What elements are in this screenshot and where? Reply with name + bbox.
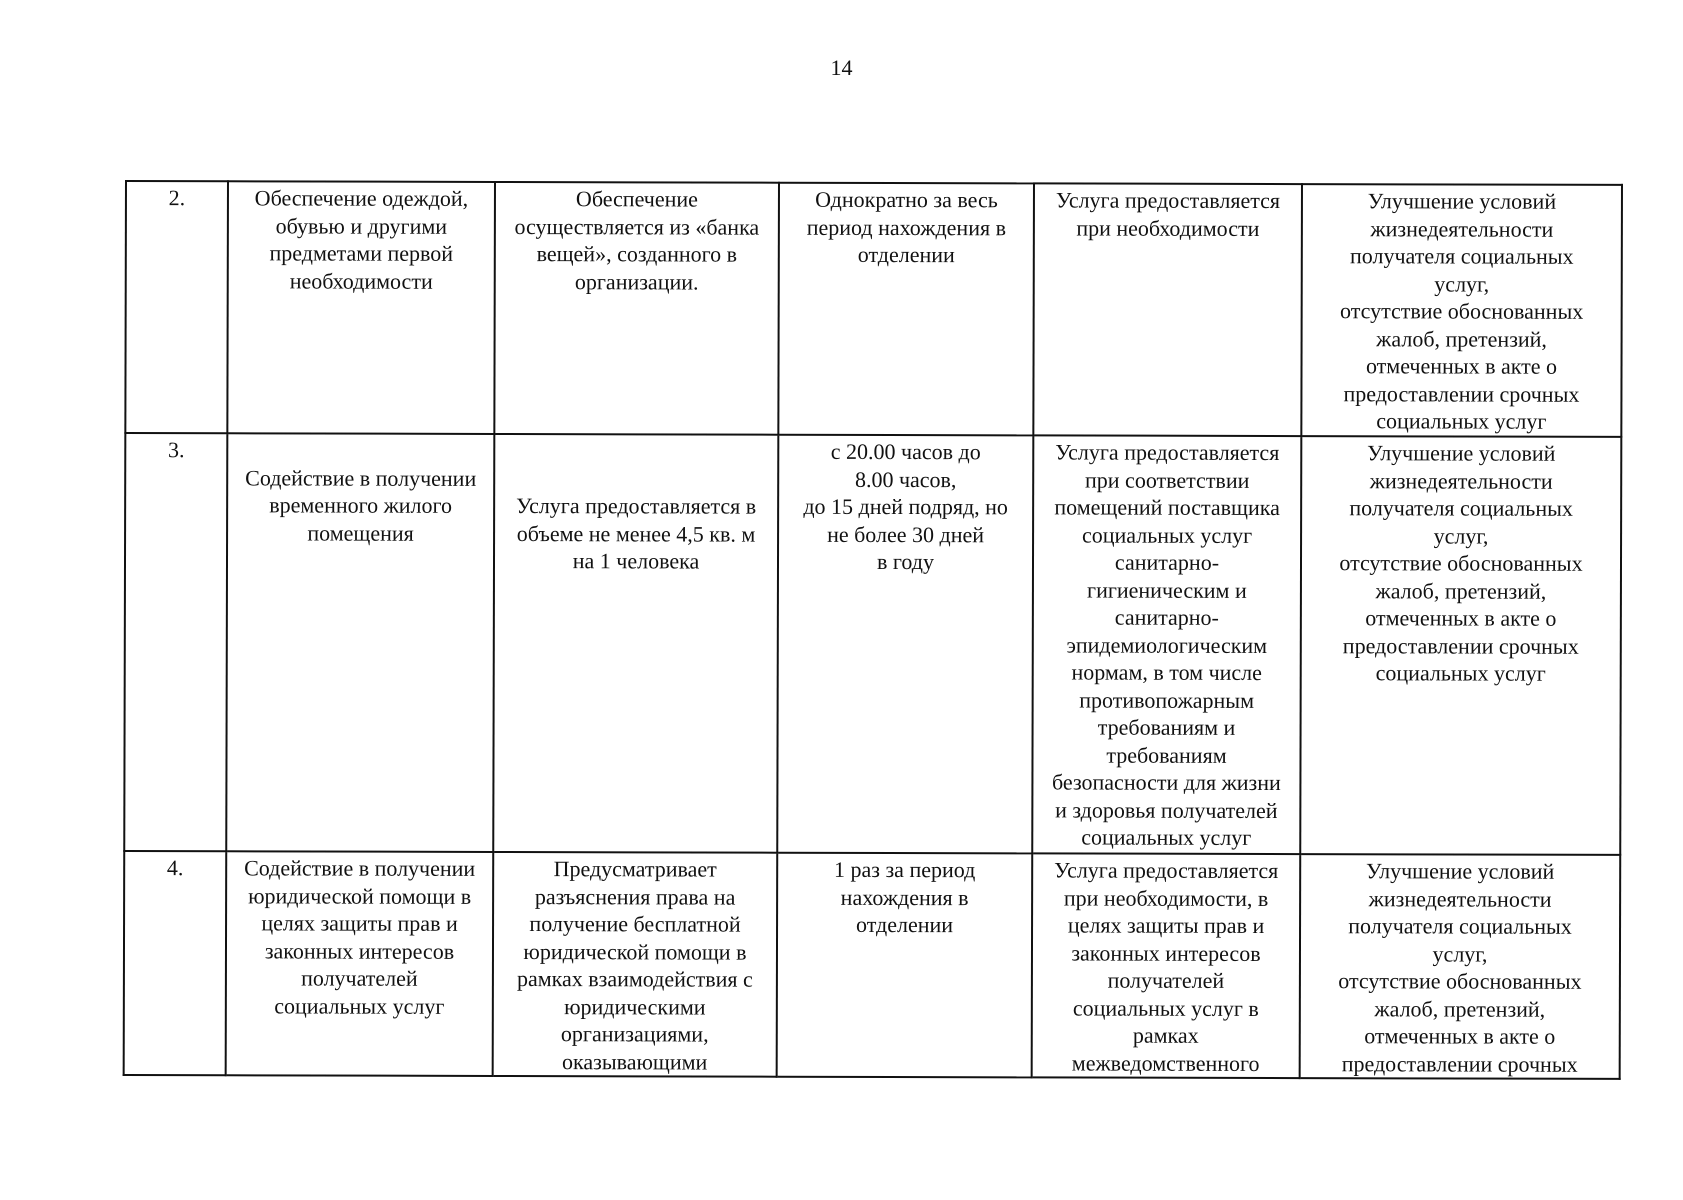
service-conditions-cell: Услуга предоставляется при необходимости — [1033, 183, 1302, 436]
service-conditions-cell: Услуга предоставляется при соответствии помещений поставщика социальных услуг санитарно- гигиеническим и санитарно- эпидемиологическим нормам, в том числе противопожарным требованиям и требованиям безопасности для жизни и здоровья получателей социальных услуг — [1032, 435, 1301, 854]
service-name-cell: Содействие в получении временного жилого помещения — [226, 433, 494, 852]
service-description-cell: Обеспечение осуществляется из «банка вещей», созданного в организации. — [494, 182, 779, 435]
service-name-cell: Содействие в получении юридической помощи в целях защиты прав и законных интересов получателей социальных услуг — [226, 851, 494, 1076]
service-result-cell: Улучшение условий жизнедеятельности получателя социальных услуг, отсутствие обоснованных жалоб, претензий, отмеченных в акте о предоставлении срочных социальных услуг — [1301, 184, 1622, 437]
row-number-cell: 2. — [125, 181, 228, 433]
service-result-cell: Улучшение условий жизнедеятельности получателя социальных услуг, отсутствие обоснованных жалоб, претензий, отмеченных в акте о предоставлении срочных социальных услуг — [1300, 436, 1621, 855]
service-timing-cell: с 20.00 часов до 8.00 часов, до 15 дней подряд, но не более 30 дней в году — [777, 435, 1033, 854]
table-row — [125, 181, 1622, 437]
table-row — [124, 851, 1621, 1079]
service-result-cell: Улучшение условий жизнедеятельности получателя социальных услуг, отсутствие обоснованных жалоб, претензий, отмеченных в акте о предоставлении срочных — [1300, 854, 1621, 1079]
row-number-cell: 4. — [124, 851, 227, 1075]
service-description-cell: Услуга предоставляется в объеме не менее 4,5 кв. м на 1 человека — [493, 434, 778, 853]
page-number: 14 — [830, 55, 853, 80]
service-timing-cell: 1 раз за период нахождения в отделении — [777, 853, 1033, 1078]
service-description-cell: Предусматривает разъяснения права на получение бесплатной юридической помощи в рамках взаимодействия с юридическими организациями, оказывающими — [493, 852, 778, 1077]
services-table — [123, 180, 1623, 1080]
service-conditions-cell: Услуга предоставляется при необходимости, в целях защиты прав и законных интересов получателей социальных услуг в рамках межведомственного — [1032, 853, 1301, 1078]
service-timing-cell: Однократно за весь период нахождения в отделении — [778, 183, 1034, 436]
service-name-cell: Обеспечение одеждой, обувью и другими предметами первой необходимости — [227, 181, 495, 434]
row-number-cell: 3. — [124, 433, 227, 851]
table-row — [124, 433, 1621, 855]
